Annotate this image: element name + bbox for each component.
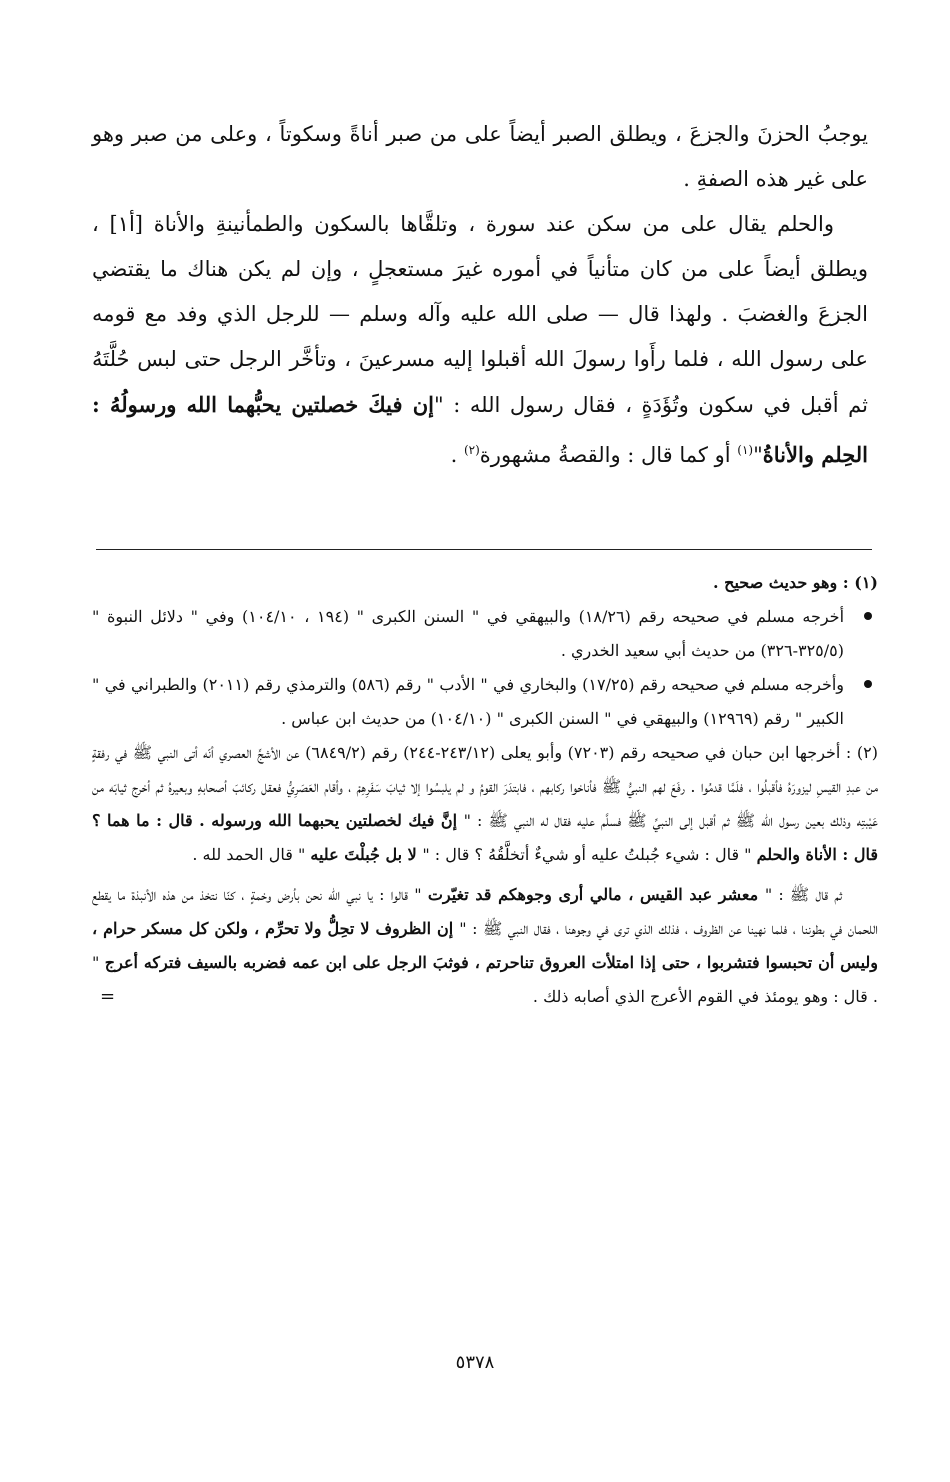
footnote-2-text-end: " قال الحمد لله . [192,845,311,864]
paragraph-2-end: . [450,443,464,467]
footnote-2-quote-1: إنَّ فيك لخصلتين يحبهما الله ورسوله . قال : ما هما ؟ قال : الأناة والحلم [92,811,878,864]
paragraph-1 [92,112,868,202]
bullet-icon [864,612,872,620]
paragraph-1-text: يوجبُ الحزنَ والجزعَ ، ويطلق الصبر أيضاً على من صبر أناةً وسكوتاً ، وعلى من صبر وهو على غير هذه الصفةِ . [92,122,868,191]
footnote-1-bullet-1-text: أخرجه مسلم في صحيحه رقم (١٨/٢٦) والبيهقي في " السنن الكبرى " (١٩٤ ، ١٠٤/١٠) وفي " دلائل النبوة " (٣٢٥/٥-٣٢٦) من حديث أبي سعيد الخدري . [92,607,845,660]
footnote-2b-text-cont: " قالوا : يا نبي الله نحن بأرض وخمةٍ ، كنّا نتخذ من هذه الأنبذة ما يقطع اللحمان في بطوننا ، فلما نهينا عن الظروف ، فذلك الذي ترى في وجوهنا ، فقال النبي ﷺ : " [92,885,879,938]
footnote-1-bullet-1 [92,600,878,668]
footnote-2-text-cont: " قال : شيء جُبلتُ عليه أو شيءٌ أتخلَّقُهُ ؟ قال : " [422,845,757,864]
footnote-1-bullet-2-text: وأخرجه مسلم في صحيحه رقم (١٧/٢٥) والبخاري في " الأدب " رقم (٥٨٦) والترمذي رقم (٢٠١١) والطبراني في " الكبير " رقم (١٢٩٦٩) والبيهقي في " السنن الكبرى " (١٠٤/١٠) من حديث ابن عباس . [92,675,845,728]
paragraph-2 [92,202,868,478]
quote-close: " [753,443,763,467]
footnote-separator [96,549,872,550]
footnote-2b-text: ثم قال ﷺ : " [764,885,842,904]
footnote-2 [92,736,878,872]
footnote-2b-quote-1: معشر عبد القيس ، مالي أرى وجوهكم قد تغيّرت [427,885,765,904]
footnote-2b-text-end: " . قال : وهو يومئذ في القوم الأعرج الذي أصابه ذلك . [92,953,878,1006]
footnote-ref-1: (١) [737,443,754,457]
footnote-2-text: (٢) : أخرجها ابن حبان في صحيحه رقم (٧٢٠٣) وأبو يعلى (٢٤٣/١٢-٢٤٤) رقم (٦٨٤٩/٢) عن الأشجِّ العصري أنّه أتى النبي ﷺ في رفقةٍ من عبدِ القيسِ ليزورَهُ فأقبلُوا ، فلَمَّا قدمُوا . رفَعَ لهم النبيُّ ﷺ فأناخوا ركابهم ، فابتدَرَ القومُ و لم يلبسُوا إلا ثيابَ سَفَرِهِمْ ، وأقام العَصَرِيُّ فعقل ركائبَ أصحابهِ وبعيرهُ ثم أخرج ثيابَه من عَيْبتِه وذلك بعين رسول الله ﷺ ثم أقبل إلى النبيِّ ﷺ فسلَّم عليه فقال له النبي ﷺ : " [92,743,879,830]
page-number: ٥٣٧٨ [455,1352,495,1373]
footnote-ref-2: (٢) [463,443,480,457]
footnote-2-quote-2: لا بل جُبلْتَ عليه [310,845,423,864]
hadith-quote: إن فيكَ خصلتين يحبُّهما الله ورسولُهُ : الحِلم والأناةُ [92,392,868,467]
footnote-2b-quote-2: إن الظروف لا تحِلُّ ولا تحرِّم ، ولكن كل مسكر حرام ، وليس أن تحبسوا فتشربوا ، حتى إذا امتلأت العروق تناحرتم ، فوثبَ الرجل على ابن عمه فضربه بالسيف فتركه أعرج [92,919,879,972]
footnote-1-bullet-2 [92,668,878,736]
paragraph-2-text-cont: أو كما قال : والقصةُ مشهورة [479,443,738,467]
footnote-2-continuation [92,878,878,1014]
continuation-mark: = [100,986,116,1007]
footnotes [92,566,878,1014]
footnote-1-label: (١) : وهو حديث صحيح . [712,573,878,592]
bullet-icon [864,680,872,688]
main-text [92,112,868,478]
paragraph-2-text: والحلم يقال على من سكن عند سورة ، وتلقَّاها بالسكون والطمأنينةِ والأناة [أ١] ، ويطلق أيضاً على من كان متأنياً في أموره غيرَ مستعجلٍ ، وإن لم يكن هناك ما يقتضي الجزعَ والغضبَ . ولهذا قال — صلى الله عليه وآله وسلم — للرجل الذي وفد مع قومه على رسول الله ، فلما رأَوا رسولَ الله أقبلوا إليه مسرعينَ ، وتأخَّر الرجل حتى لبس حُلَّتَهُ ثم أقبل في سكون وتُؤَدَةٍ ، فقال رسول الله : " [92,212,869,417]
